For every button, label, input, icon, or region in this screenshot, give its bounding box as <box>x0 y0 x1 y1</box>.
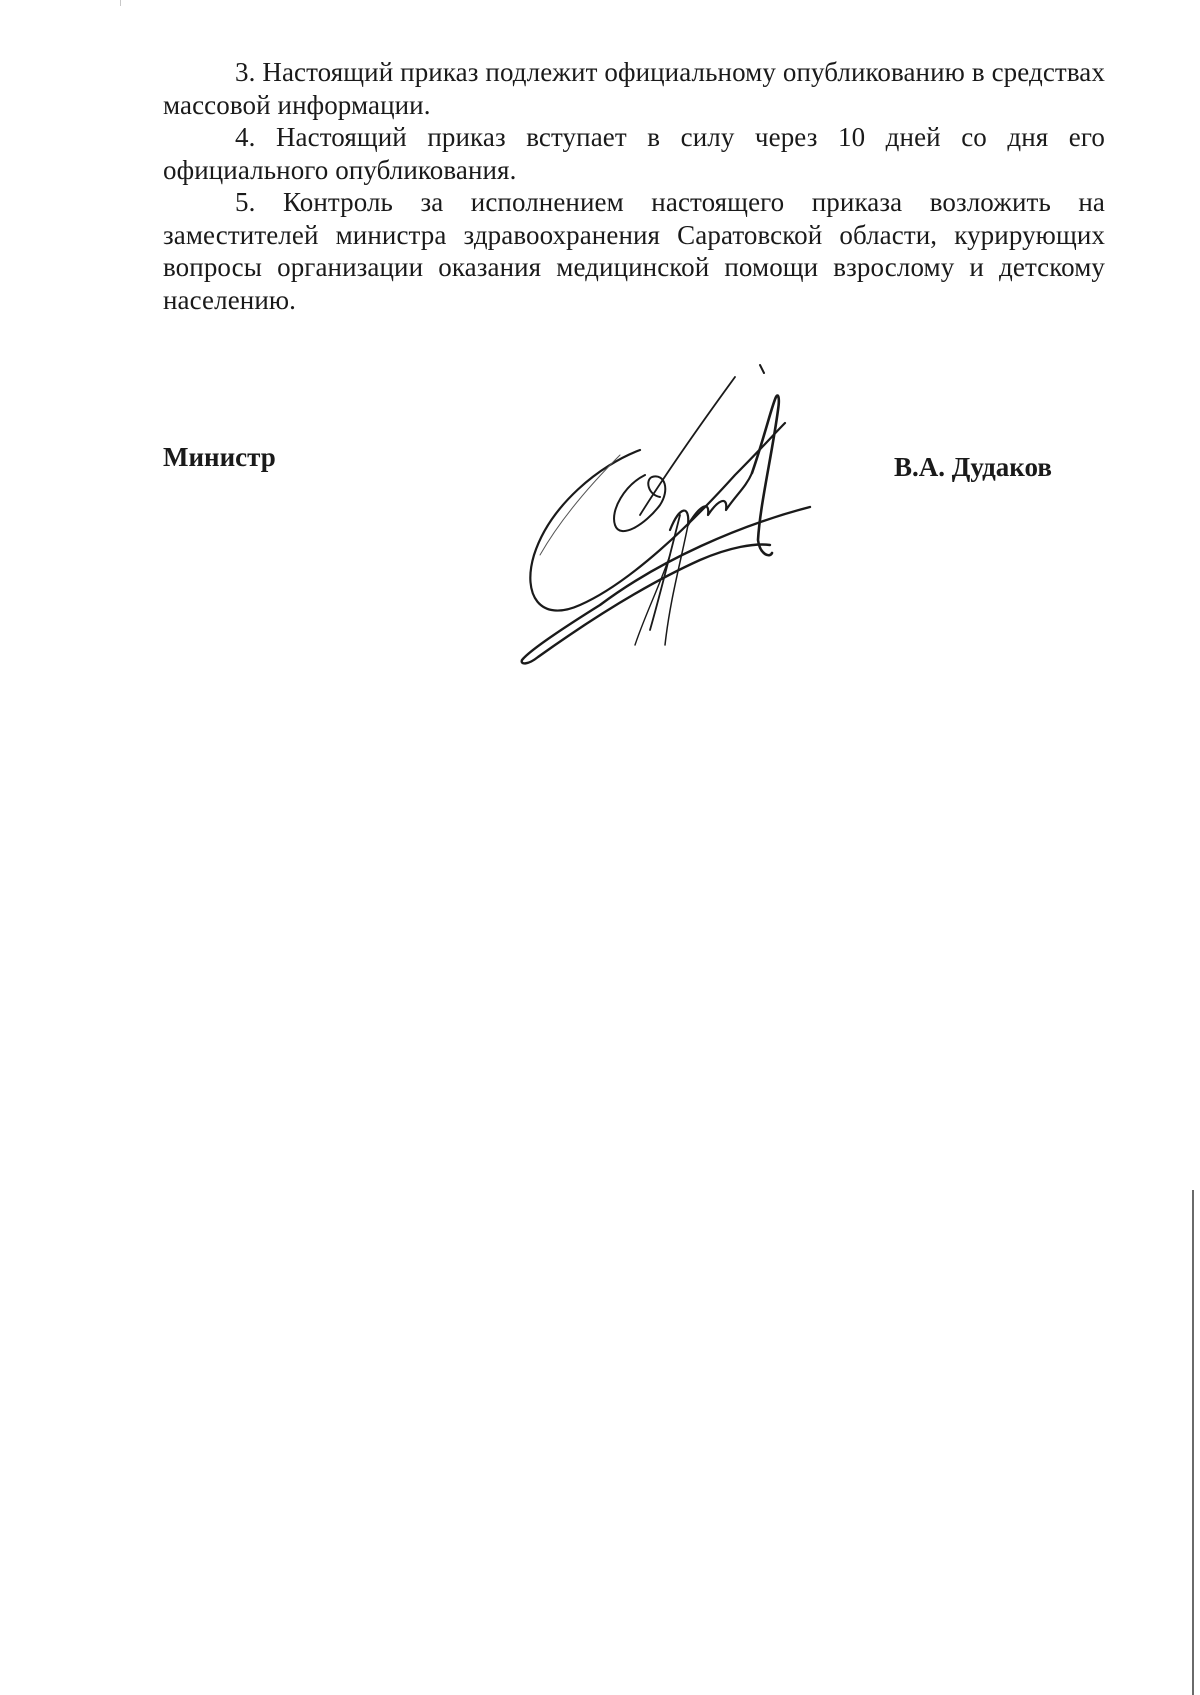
scan-edge-mark-right <box>1192 1190 1194 1695</box>
scan-edge-mark-top <box>120 0 121 6</box>
paragraph-4: 4. Настоящий приказ вступает в силу через 10 дней со дня его официального опубликования. <box>163 122 1105 185</box>
paragraph-5: 5. Контроль за исполнением настоящего приказа возложить на заместителей министра здравоохранения Саратовской области, курирующих вопросы организации оказания медицинской помощи взрослому и детскому населению. <box>163 187 1105 315</box>
paragraph-3: 3. Настоящий приказ подлежит официальному опубликованию в средствах массовой информации. <box>163 57 1105 120</box>
order-body-text <box>163 56 1105 316</box>
handwritten-signature <box>520 355 900 710</box>
signer-name: В.А. Дудаков <box>894 452 1052 482</box>
signer-title: Министр <box>163 442 276 472</box>
